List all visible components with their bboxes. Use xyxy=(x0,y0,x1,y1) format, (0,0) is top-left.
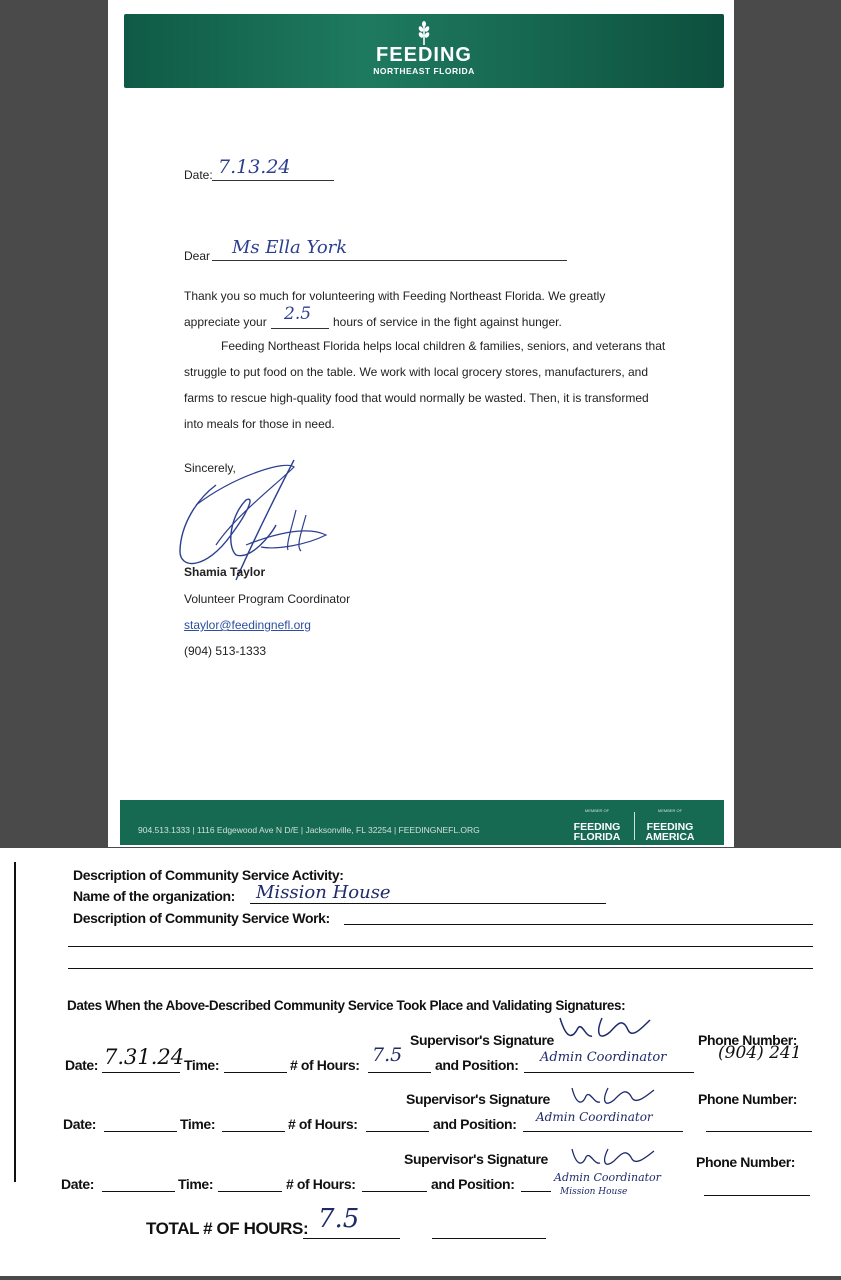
form-heading: Description of Community Service Activity: xyxy=(73,867,344,883)
letter-paragraph-1b: appreciate your xyxy=(184,315,267,329)
logo-member-label: MEMBER OF xyxy=(584,808,610,813)
date-label: Date: xyxy=(184,168,213,182)
logo-name: FEEDING xyxy=(573,821,621,833)
wheat-icon xyxy=(414,20,434,46)
date-field xyxy=(102,1181,175,1192)
hours-field xyxy=(366,1121,429,1132)
position-value: Admin Coordinator xyxy=(554,1171,661,1184)
letter-paragraph-2-line: Feeding Northeast Florida helps local children & families, seniors, and veterans that xyxy=(221,339,666,353)
time-label: Time: xyxy=(184,1057,220,1073)
hours-value: 2.5 xyxy=(284,304,312,324)
supervisor-label: Supervisor's Signature xyxy=(406,1091,550,1107)
form-margin-line xyxy=(14,862,16,1182)
phone-label: Phone Number: xyxy=(698,1091,798,1107)
hours-label: # of Hours: xyxy=(288,1116,358,1132)
signer-phone: (904) 513-1333 xyxy=(184,644,267,658)
signer-name: Shamia Taylor xyxy=(184,565,266,579)
recipient-name: Ms Ella York xyxy=(232,237,348,258)
feeding-america-logo xyxy=(642,808,698,842)
letter-paragraph-2-line: into meals for those in need. xyxy=(184,417,335,431)
letterhead-banner xyxy=(124,14,724,88)
logo-name: FEEDING xyxy=(376,44,472,66)
logo-region: FLORIDA xyxy=(573,831,621,843)
time-label: Time: xyxy=(178,1176,214,1192)
org-value: Mission House xyxy=(256,882,391,903)
bottom-edge xyxy=(0,1276,841,1280)
logo-name: FEEDING xyxy=(646,821,694,833)
logo-divider xyxy=(634,812,635,840)
feeding-florida-logo xyxy=(570,808,624,842)
work-field-line xyxy=(68,933,813,947)
supervisor-signature xyxy=(556,1014,656,1046)
phone-label: Phone Number: xyxy=(698,1032,798,1048)
signer-email-link[interactable]: staylor@feedingnefl.org xyxy=(184,618,311,632)
date-field xyxy=(104,1121,177,1132)
community-service-form xyxy=(0,848,841,1276)
dates-heading: Dates When the Above-Described Community Service Took Place and Validating Signatures: xyxy=(67,998,626,1013)
logo-member-label: MEMBER OF xyxy=(657,808,683,813)
position-label: and Position: xyxy=(433,1116,517,1132)
supervisor-label: Supervisor's Signature xyxy=(410,1032,554,1048)
time-field xyxy=(218,1181,282,1192)
time-field xyxy=(222,1121,285,1132)
letter-footer xyxy=(120,800,724,845)
position-value: Admin Coordinator xyxy=(540,1050,667,1065)
letter-paragraph-1a: Thank you so much for volunteering with Feeding Northeast Florida. We greatly xyxy=(184,289,606,303)
time-field xyxy=(224,1062,287,1073)
hours-field xyxy=(362,1181,427,1192)
supervisor-label: Supervisor's Signature xyxy=(404,1151,548,1167)
phone-field xyxy=(706,1121,812,1132)
hours-value: 7.5 xyxy=(372,1044,403,1066)
position-note: Mission House xyxy=(560,1187,628,1197)
position-value: Admin Coordinator xyxy=(536,1110,653,1124)
work-label: Description of Community Service Work: xyxy=(73,910,330,926)
date-label: Date: xyxy=(63,1116,97,1132)
dear-label: Dear xyxy=(184,249,211,263)
work-field-line xyxy=(344,911,813,925)
closing: Sincerely, xyxy=(184,461,236,475)
phone-value: (904) 241 xyxy=(718,1043,802,1063)
phone-label: Phone Number: xyxy=(696,1154,796,1170)
extra-field-line xyxy=(432,1225,546,1239)
date-label: Date: xyxy=(61,1176,95,1192)
letter-paragraph-1c: hours of service in the fight against hunger. xyxy=(333,315,562,329)
time-label: Time: xyxy=(180,1116,216,1132)
position-field xyxy=(521,1181,551,1192)
logo-subtitle: NORTHEAST FLORIDA xyxy=(373,66,475,76)
phone-field xyxy=(704,1185,810,1196)
date-value: 7.31.24 xyxy=(104,1045,185,1069)
position-label: and Position: xyxy=(435,1057,519,1073)
letter-paragraph-2-line: farms to rescue high-quality food that would normally be wasted. Then, it is transformed xyxy=(184,391,649,405)
footer-contact: 904.513.1333 | 1116 Edgewood Ave N D/E | Jacksonville, FL 32254 | FEEDINGNEFL.ORG xyxy=(138,825,480,835)
total-value: 7.5 xyxy=(318,1204,360,1234)
supervisor-signature xyxy=(568,1145,658,1173)
org-label: Name of the organization: xyxy=(73,888,235,904)
position-label: and Position: xyxy=(431,1176,515,1192)
hours-label: # of Hours: xyxy=(290,1057,360,1073)
date-value: 7.13.24 xyxy=(218,156,291,178)
letter-paragraph-2-line: struggle to put food on the table. We work with local grocery stores, manufacturers, and xyxy=(184,365,649,379)
date-label: Date: xyxy=(65,1057,99,1073)
total-label: TOTAL # OF HOURS: xyxy=(146,1219,309,1238)
signer-title: Volunteer Program Coordinator xyxy=(184,592,351,606)
supervisor-signature xyxy=(568,1084,658,1112)
hours-label: # of Hours: xyxy=(286,1176,356,1192)
work-field-line xyxy=(68,955,813,969)
logo-region: AMERICA xyxy=(645,831,695,843)
